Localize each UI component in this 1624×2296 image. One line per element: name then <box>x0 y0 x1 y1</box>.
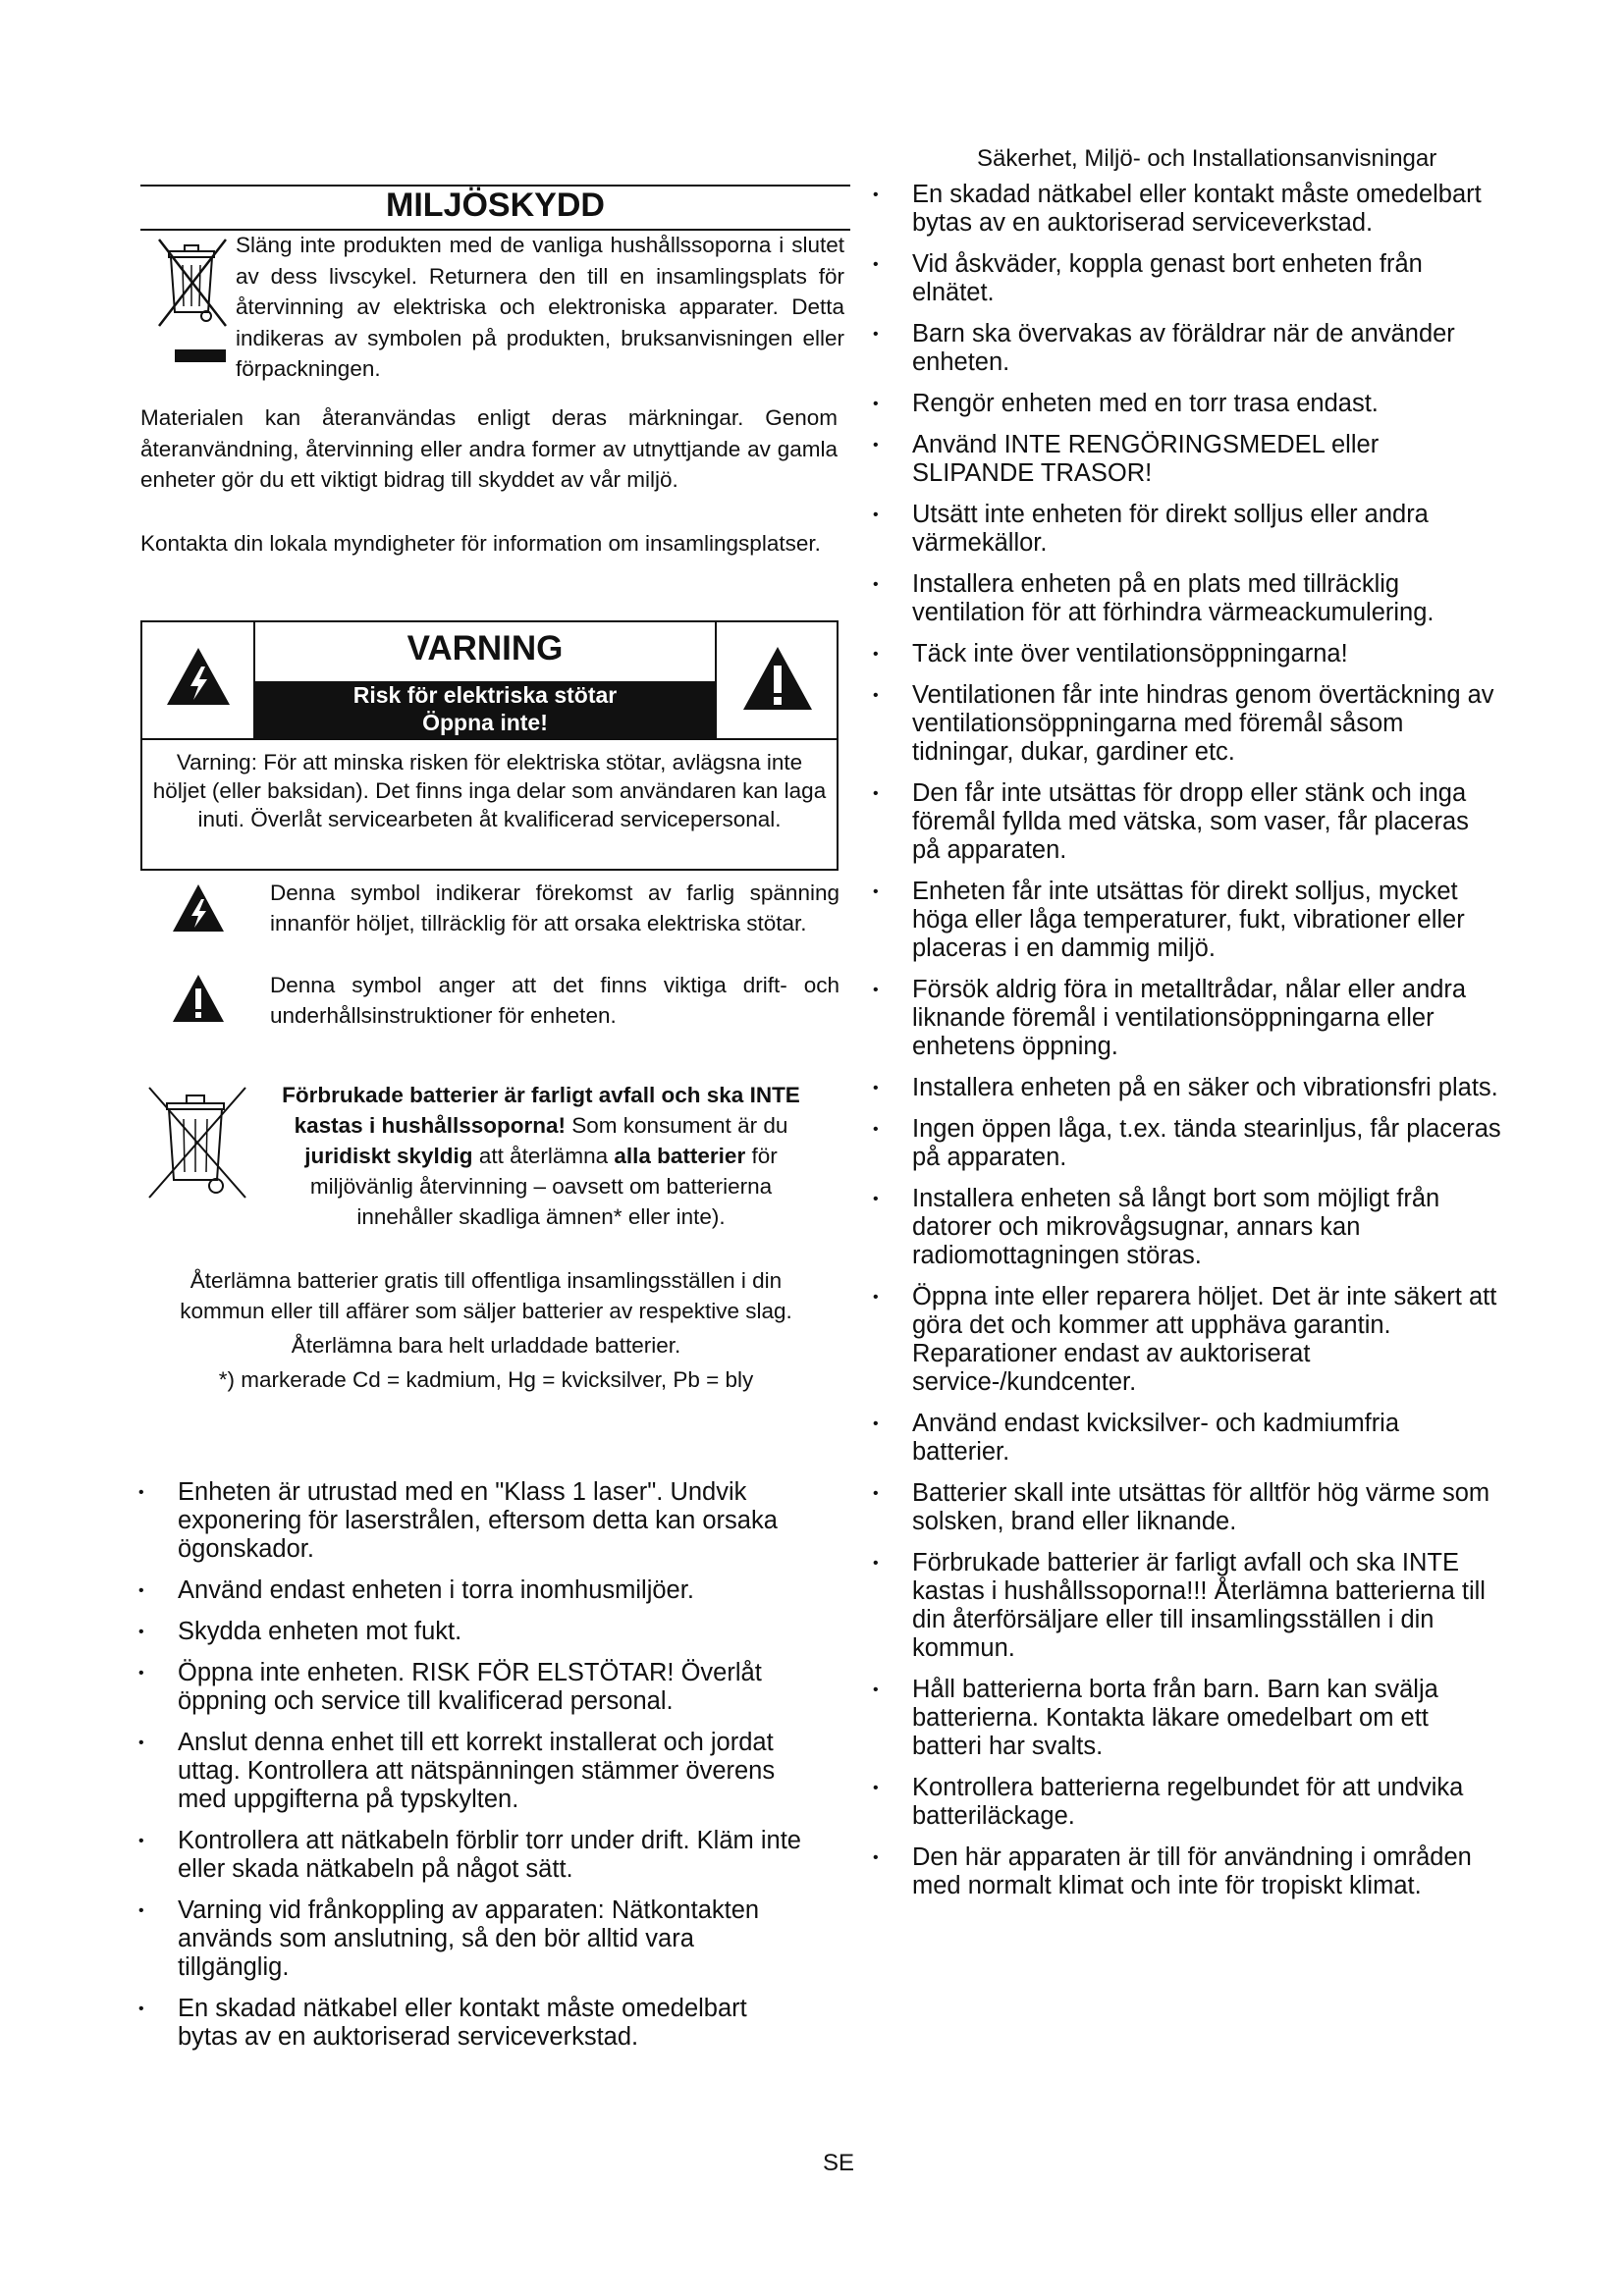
warning-subtitle-line1: Risk för elektriska stötar <box>352 682 618 708</box>
exclamation-triangle-icon <box>172 974 225 1023</box>
list-item: • Varning vid frånkoppling av apparaten: Nätkontakten används som anslutning, så den bör alltid vara tillgänglig. <box>138 1896 806 1982</box>
battery-return-block <box>147 1265 825 1395</box>
list-item: • En skadad nätkabel eller kontakt måste omedelbart bytas av en auktoriserad serviceverkstad. <box>138 1995 806 2052</box>
list-item: • Öppna inte eller reparera höljet. Det är inte säkert att göra det och kommer att upphäva garantin. Reparationer endast av auktoriserat service-/kundcenter. <box>873 1283 1501 1397</box>
exclamation-symbol-row <box>172 970 849 1039</box>
list-item: • Barn ska övervakas av föräldrar när de använder enheten. <box>873 320 1501 377</box>
list-item: • En skadad nätkabel eller kontakt måste omedelbart bytas av en auktoriserad serviceverkstad. <box>873 181 1501 238</box>
list-item: • Batterier skall inte utsättas för alltför hög värme som solsken, brand eller liknande. <box>873 1479 1501 1536</box>
list-item: • Kontrollera batterierna regelbundet för att undvika batteriläckage. <box>873 1774 1501 1831</box>
voltage-symbol-text: Denna symbol indikerar förekomst av farlig spänning innanför höljet, tillräcklig för att orsaka elektriska stötar. <box>270 881 839 935</box>
environment-reuse: Materialen kan återanvändas enligt deras märkningar. Genom återanvändning, återvinning eller andra former av utnyttjande av gamla enheter gör du ett viktigt bidrag till skyddet av vår miljö. <box>140 405 838 492</box>
list-item: • Förbrukade batterier är farligt avfall och ska INTE kastas i hushållssoporna!!! Återlämna batterierna till din återförsäljare eller till insamlingsställen i din kommun. <box>873 1549 1501 1663</box>
warning-box <box>140 620 839 871</box>
battery-text-3: för miljövänlig återvinning – oavsett om batterierna innehåller skadliga ämnen* eller inte). <box>309 1144 778 1229</box>
battery-return-empty: Återlämna bara helt urladdade batterier. <box>291 1333 681 1358</box>
list-item: • Utsätt inte enheten för direkt solljus eller andra värmekällor. <box>873 501 1501 558</box>
list-item: • Ventilationen får inte hindras genom övertäckning av ventilationsöppningarna med föremål såsom tidningar, dukar, gardiner etc. <box>873 681 1501 767</box>
list-item: • Rengör enheten med en torr trasa endast. <box>873 390 1501 418</box>
list-item: • Vid åskväder, koppla genast bort enheten från elnätet. <box>873 250 1501 307</box>
right-safety-list <box>873 181 1501 1900</box>
battery-bold-warning: Förbrukade batterier är farligt avfall och ska INTE kastas i hushållssoporna! <box>282 1083 800 1138</box>
weee-bin-icon <box>155 232 234 330</box>
battery-warning-text <box>263 1080 819 1232</box>
list-item: • Enheten är utrustad med en "Klass 1 laser". Undvik exponering för laserstrålen, eftersom detta kan orsaka ögonskador. <box>138 1478 806 1564</box>
list-item: • Försök aldrig föra in metalltrådar, nålar eller andra liknande föremål i ventilationsöppningarna eller enhetens öppning. <box>873 976 1501 1061</box>
list-item: • Den här apparaten är till för användning i områden med normalt klimat och inte för tropiskt klimat. <box>873 1843 1501 1900</box>
battery-bold-legal: juridiskt skyldig <box>304 1144 473 1168</box>
page-language-label: SE <box>823 2150 855 2176</box>
list-item: • Håll batterierna borta från barn. Barn kan svälja batterierna. Kontakta läkare omedelbart om ett batteri har svalts. <box>873 1676 1501 1761</box>
page-header-title: Säkerhet, Miljö- och Installationsanvisningar <box>977 145 1437 172</box>
warning-right-cell <box>715 622 837 738</box>
list-item: • Anslut denna enhet till ett korrekt installerat och jordat uttag. Kontrollera att nätspänningen stämmer överens med uppgifterna på typskylten. <box>138 1729 806 1814</box>
environment-contact: Kontakta din lokala myndigheter för information om insamlingsplatser. <box>140 531 821 556</box>
battery-bold-all: alla batterier <box>614 1144 746 1168</box>
warning-left-cell <box>142 622 255 738</box>
list-item: • Installera enheten så långt bort som möjligt från datorer och mikrovågsugnar, annars kan radiomottagningen störas. <box>873 1185 1501 1270</box>
list-item: • Skydda enheten mot fukt. <box>138 1618 806 1646</box>
environment-intro: Släng inte produkten med de vanliga hushållssoporna i slutet av dess livscykel. Returnera den till en insamlingsplats för återvinning av elektriska och elektroniska apparater. Detta indikeras av symbolen på produkten, bruksanvisningen eller förpackningen. <box>236 233 844 381</box>
warning-subtitle-line2: Öppna inte! <box>422 710 548 735</box>
list-item: • Kontrollera att nätkabeln förblir torr under drift. Kläm inte eller skada nätkabeln på något sätt. <box>138 1827 806 1884</box>
lightning-triangle-icon <box>166 647 231 706</box>
list-item: • Den får inte utsättas för dropp eller stänk och inga föremål fyllda med vätska, som vaser, får placeras på apparaten. <box>873 779 1501 865</box>
battery-text-1: Som konsument är du <box>565 1113 788 1138</box>
list-item: • Öppna inte enheten. RISK FÖR ELSTÖTAR! Överlåt öppning och service till kvalificerad personal. <box>138 1659 806 1716</box>
voltage-symbol-row <box>172 878 849 972</box>
battery-text-2: att återlämna <box>472 1144 615 1168</box>
lightning-triangle-icon <box>172 883 225 933</box>
left-safety-list <box>138 1478 806 2052</box>
list-item: • Använd endast enheten i torra inomhusmiljöer. <box>138 1576 806 1605</box>
list-item: • Täck inte över ventilationsöppningarna! <box>873 640 1501 668</box>
warning-title: VARNING <box>406 629 564 667</box>
list-item: • Installera enheten på en plats med tillräcklig ventilation för att förhindra värmeackumulering. <box>873 570 1501 627</box>
weee-bar-icon <box>175 349 226 362</box>
list-item: • Använd endast kvicksilver- och kadmiumfria batterier. <box>873 1410 1501 1467</box>
list-item: • Installera enheten på en säker och vibrationsfri plats. <box>873 1074 1501 1102</box>
battery-return-free: Återlämna batterier gratis till offentliga insamlingsställen i din kommun eller till affärer som säljer batterier av respektive slag. <box>180 1268 792 1323</box>
list-item: • Använd INTE RENGÖRINGSMEDEL eller SLIPANDE TRASOR! <box>873 431 1501 488</box>
list-item: • Enheten får inte utsättas för direkt solljus, mycket höga eller låga temperaturer, fukt, vibrationer eller placeras i en dammig miljö. <box>873 878 1501 963</box>
list-item: • Ingen öppen låga, t.ex. tända stearinljus, får placeras på apparaten. <box>873 1115 1501 1172</box>
warning-header-row <box>142 622 837 740</box>
battery-footnote: *) markerade Cd = kadmium, Hg = kvicksilver, Pb = bly <box>218 1367 754 1392</box>
warning-body: Varning: För att minska risken för elektriska stötar, avlägsna inte höljet (eller baksidan). Det finns inga delar som användaren kan laga inuti. Överlåt servicearbeten åt kvalificerad servicepersonal. <box>152 750 827 831</box>
exclamation-symbol-text: Denna symbol anger att det finns viktiga drift- och underhållsinstruktioner för enheten. <box>270 973 839 1028</box>
exclamation-triangle-icon <box>742 646 813 711</box>
battery-weee-bin-icon <box>143 1082 251 1201</box>
environment-heading: MILJÖSKYDD <box>386 187 605 224</box>
